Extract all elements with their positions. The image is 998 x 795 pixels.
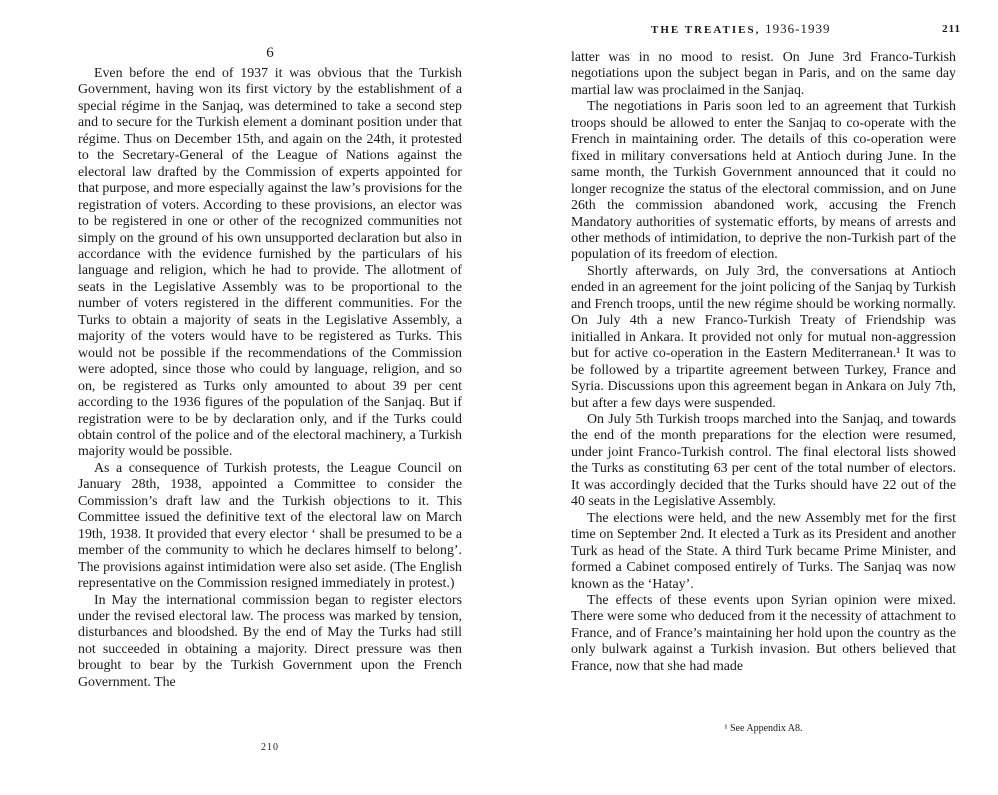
page-number: 211 [942,23,961,35]
page-number: 210 [261,742,279,753]
right-page-text [571,50,956,675]
paragraph: Shortly afterwards, on July 3rd, the conversations at Antioch ended in an agreement for the joint policing of the Sanjaq by Turkish and French troops, until the new régime should be working normally. On July 4th a new Franco-Turkish Treaty of Friendship was initialled in Ankara. It provided not only for mutual non-aggression but for active co-operation in the Eastern Mediterranean.¹ It was to be followed by a tripartite agreement between Turkey, France and Syria. Discussions upon this agreement began in Ankara on July 7th, but after a few days were suspended. [571,263,956,411]
paragraph: In May the international commission began to register electors under the revised electoral law. The process was marked by tension, disturbances and bloodshed. By the end of May the Turks had still not succeeded in obtaining a majority. Direct pressure was then brought to bear by the Turkish Government upon the French Government. The [78,592,462,690]
running-head [651,22,830,37]
right-page [499,0,998,795]
footnote: ¹ See Appendix A8. [724,723,803,734]
section-number: 6 [266,45,274,61]
paragraph: The elections were held, and the new Assembly met for the first time on September 2nd. It elected a Turk as its President and another Turk as head of the State. A third Turk became Prime Minister, and formed a Cabinet composed entirely of Turks. The Sanjaq was now known as the ‘Hatay’. [571,510,956,592]
running-head-years: 1936-1939 [765,21,831,36]
paragraph: On July 5th Turkish troops marched into the Sanjaq, and towards the end of the month preparations for the election were resumed, under joint Franco-Turkish control. The final electoral lists showed the Turks as constituting 63 per cent of the total number of electors. It was accordingly decided that the Turks should have 22 out of the 40 seats in the Legislative Assembly. [571,411,956,510]
paragraph: The effects of these events upon Syrian opinion were mixed. There were some who deduced from it the necessity of attachment to France, and of France’s maintaining her hold upon the country as the only bulwark against a Turkish invasion. But others believed that France, now that she had made [571,592,956,674]
paragraph: The negotiations in Paris soon led to an agreement that Turkish troops should be allowed to enter the Sanjaq to co-operate with the French in maintaining order. The details of this co-operation were fixed in military conversations held at Antioch during June. In the same month, the Turkish Government announced that it could no longer recognize the status of the electoral commission, and on June 26th the commission abandoned work, accusing the French Mandatory authorities of systematic efforts, by means of arrests and other methods of intimidation, to deprive the non-Turkish part of the population of its freedom of election. [571,99,956,263]
running-head-title: THE TREATIES, [651,24,761,36]
paragraph-continuation: latter was in no mood to resist. On June 3rd Franco-Turkish negotiations upon the subject began in Paris, and on the same day martial law was proclaimed in the Sanjaq. [571,50,956,98]
paragraph: As a consequence of Turkish protests, the League Council on January 28th, 1938, appointed a Committee to consider the Commission’s draft law and the Turkish objections to it. This Committee issued the definitive text of the electoral law on March 19th, 1938. It provided that every elector ‘ shall be presumed to be a member of the community to which he declares himself to belong’. The provisions against intimidation were also set aside. (The English representative on the Commission resigned immediately in protest.) [78,460,462,592]
left-page-text [78,66,462,691]
paragraph: Even before the end of 1937 it was obvious that the Turkish Government, having won its first victory by the establishment of a special régime in the Sanjaq, was determined to take a second step and to secure for the Turkish element a dominant position under that régime. Thus on December 15th, and again on the 24th, it protested to the Secretary-General of the League of Nations against the electoral law drafted by the Commission of experts appointed for that purpose, and more especially against the law’s provisions for the registration of voters. According to these provisions, an elector was to be registered in one or other of the recognized communities not simply on the ground of his own unsupported declaration but also in accordance with the evidence furnished by the particulars of his language and religion, which he had to provide. The allotment of seats in the Legislative Assembly was to be proportional to the number of voters registered in the different communities. For the Turks to obtain a majority of seats in the Legislative Assembly, a majority of the voters would have to be registered as Turks. This would not be possible if the recommendations of the Commission were adopted, since those who could by language, religion, and so on, be registered as Turks only amounted to about 39 per cent according to the 1936 figures of the population of the Sanjaq. But if registration were to be by declaration only, and if the Turks could obtain control of the police and of the electoral machinery, a Turkish majority would be possible. [78,66,462,460]
